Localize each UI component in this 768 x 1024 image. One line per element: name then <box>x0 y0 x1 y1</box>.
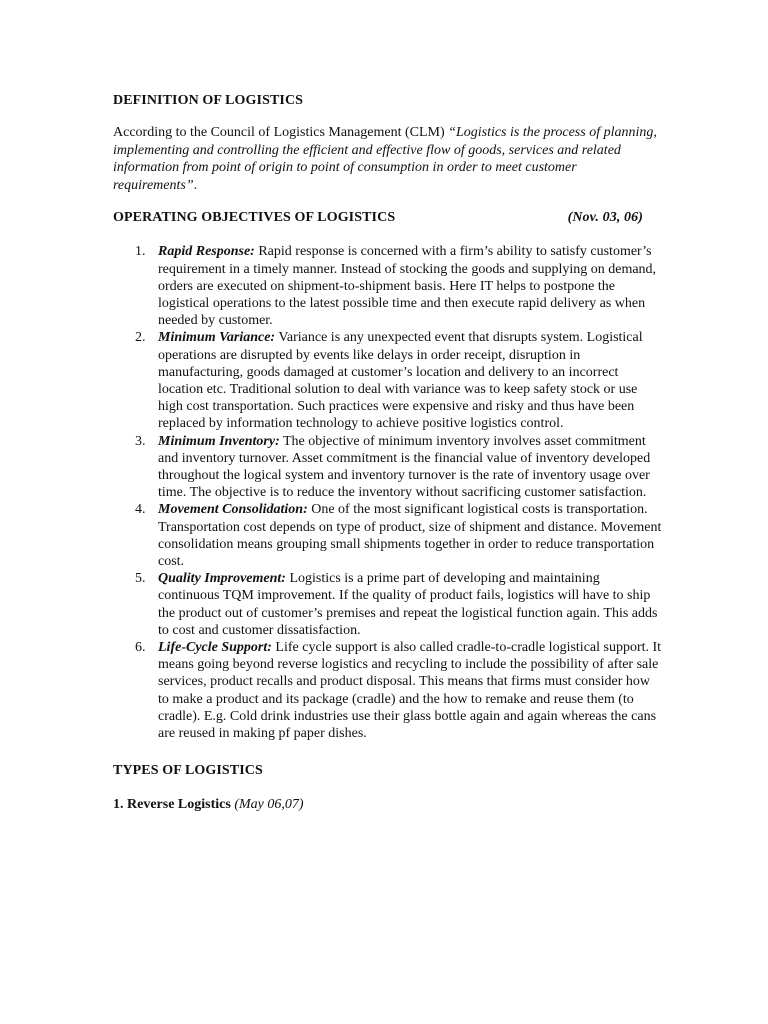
objective-text: Variance is any unexpected event that disrupts system. Logistical operations are disrupted by events like delays in order receipt, disruption in manufacturing, goods damaged at customer’s location and delivery to an incorrect location etc. Traditional solution to deal with variance was to keep safety stock or use high cost transportation. Such practices were expensive and risky and thus have been replaced by information technology to achieve positive logistics control. <box>158 330 643 432</box>
objective-text: Logistics is a prime part of developing and maintaining continuous TQM improvement. If the quality of product fails, logistics will have to ship the product out of customer’s premises and repeat the logistical function again. This adds to cost and customer dissatisfaction. <box>158 571 658 638</box>
objective-item <box>113 243 663 329</box>
definition-end: . <box>193 177 198 193</box>
definition-intro: According to the Council of Logistics Management (CLM) <box>113 125 449 140</box>
objective-number: 6. <box>135 640 146 656</box>
definition-paragraph <box>113 124 663 194</box>
objective-item <box>113 501 663 570</box>
objectives-dates: (Nov. 03, 06) <box>567 210 643 226</box>
objective-item <box>113 433 663 502</box>
reverse-logistics-heading <box>113 796 663 813</box>
objectives-list <box>113 243 663 742</box>
reverse-logistics-dates: (May 06,07) <box>230 797 304 813</box>
objective-term: Life-Cycle Support: <box>158 640 272 656</box>
objective-number: 2. <box>135 330 146 346</box>
objective-number: 4. <box>135 502 146 518</box>
objective-text: The objective of minimum inventory involves asset commitment and inventory turnover. Asset commitment is the financial value of inventory developed throughout the logical system and inventory turnover is the rate of inventory usage over time. The objective is to reduce the inventory without sacrificing customer satisfaction. <box>158 433 651 501</box>
objective-term: Minimum Inventory: <box>158 433 280 449</box>
objective-text: Rapid response is concerned with a firm’s ability to satisfy customer’s requirement in a timely manner. Instead of stocking the goods and supplying on demand, orders are executed on shipment-to-shipment basis. Here IT helps to postpone the logistical operations to the latest possible time and then execute rapid delivery as when needed by customer. <box>158 244 657 329</box>
objective-number: 5. <box>135 571 146 587</box>
document-page <box>113 92 663 827</box>
objective-item <box>113 570 663 639</box>
objective-number: 3. <box>135 433 146 449</box>
reverse-logistics-label: 1. Reverse Logistics <box>113 797 231 813</box>
objective-term: Quality Improvement: <box>158 571 286 587</box>
objective-term: Rapid Response: <box>158 244 255 260</box>
objective-item <box>113 329 663 432</box>
objective-item <box>113 639 663 742</box>
objectives-heading-row <box>113 209 643 226</box>
definition-heading: DEFINITION OF LOGISTICS <box>113 93 304 108</box>
definition-quote: “Logistics is the process of planning, implementing and controlling the efficient and effective flow of goods, services and related information from point of origin to point of consumption in order to meet customer requirements” <box>113 125 657 193</box>
types-heading: TYPES OF LOGISTICS <box>113 763 263 779</box>
objectives-heading: OPERATING OBJECTIVES OF LOGISTICS <box>113 210 396 226</box>
objective-term: Minimum Variance: <box>158 330 276 346</box>
objective-term: Movement Consolidation: <box>158 502 308 518</box>
objective-number: 1. <box>135 244 146 260</box>
objective-text: Life cycle support is also called cradle-to-cradle logistical support. It means going beyond reverse logistics and recycling to include the possibility of after sale services, product recalls and product disposal. This means that firms must consider how to make a product and its package (cradle) and the how to remake and reuse them (to cradle). E.g. Cold drink industries use their glass bottle again and again whereas the cans are reused in making pf paper dishes. <box>158 640 662 742</box>
objective-text: One of the most significant logistical costs is transportation. Transportation cost depends on type of product, size of shipment and distance. Movement consolidation means grouping small shipments together in order to reduce transportation cost. <box>158 502 662 570</box>
